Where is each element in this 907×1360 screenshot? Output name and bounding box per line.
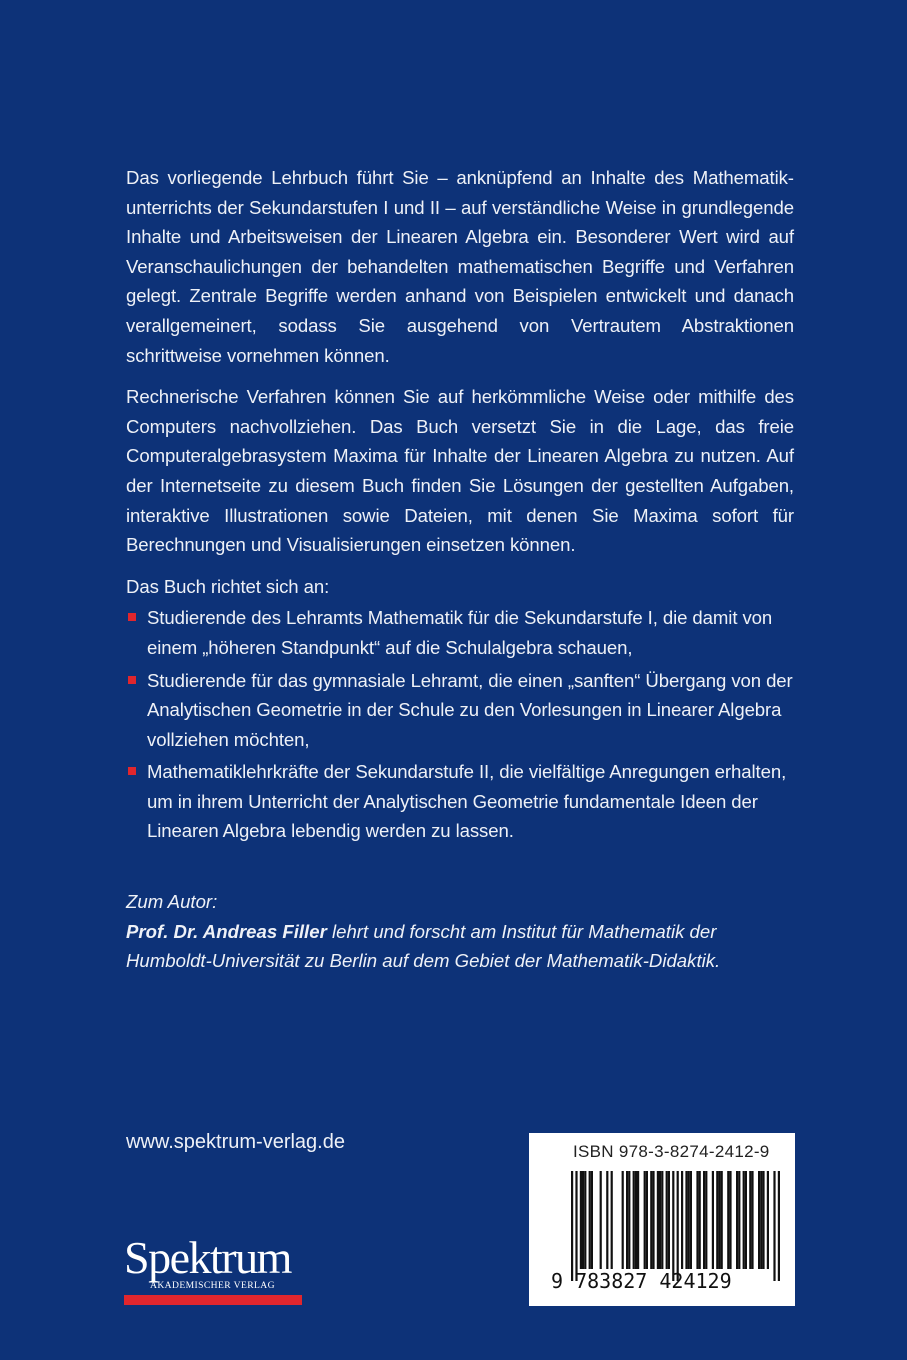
barcode-bar	[611, 1171, 613, 1269]
barcode-bar	[736, 1171, 738, 1269]
author-bio: lehrt und forscht am Institut für Mathematik der Humboldt-Universität zu Berlin auf dem Gebiet der Mathematik-Didaktik.	[126, 920, 721, 972]
barcode-bar	[758, 1171, 760, 1269]
isbn-barcode	[529, 1133, 795, 1306]
audience-item	[126, 603, 794, 662]
barcode-bar	[571, 1171, 573, 1281]
square-bullet-icon	[128, 613, 136, 621]
barcode-bar	[652, 1171, 654, 1269]
barcode-bar	[575, 1171, 577, 1281]
barcode-bar	[727, 1171, 729, 1269]
barcode-bar	[696, 1171, 698, 1269]
barcode-bar	[646, 1171, 648, 1269]
barcode-bar	[628, 1171, 630, 1269]
author-section	[126, 887, 806, 976]
square-bullet-icon	[128, 767, 136, 775]
barcode-bar	[606, 1171, 608, 1269]
barcode-bar	[685, 1171, 687, 1269]
barcode-bar	[745, 1171, 747, 1269]
audience-item-text: Studierende des Lehramts Mathematik für die Sekundarstufe I, die damit von einem „höheren Standpunkt“ auf die Schulalgebra schauen,	[147, 607, 773, 658]
barcode-bar	[716, 1171, 718, 1269]
barcode-bar	[681, 1171, 683, 1269]
barcode-bar	[584, 1171, 586, 1269]
barcode-bar	[589, 1171, 591, 1269]
blurb	[126, 163, 794, 849]
isbn-label: ISBN 978-3-8274-2412-9	[573, 1142, 770, 1161]
barcode-bar	[635, 1171, 637, 1269]
barcode-bar	[688, 1171, 690, 1269]
barcode-bar	[666, 1171, 668, 1269]
author-heading: Zum Autor:	[126, 891, 218, 912]
barcode-bar	[721, 1171, 723, 1269]
barcode-bar	[622, 1171, 624, 1269]
audience-item	[126, 666, 794, 755]
barcode-bar	[751, 1171, 753, 1269]
barcode-bar	[767, 1171, 769, 1269]
publisher-logo	[124, 1232, 302, 1305]
barcode-bar	[668, 1171, 670, 1269]
barcode-bar	[580, 1171, 582, 1269]
barcode-bar	[677, 1171, 679, 1281]
barcode-bar	[743, 1171, 745, 1269]
barcode-bar	[659, 1171, 661, 1269]
square-bullet-icon	[128, 676, 136, 684]
barcode-bar	[703, 1171, 705, 1269]
barcode-bar	[705, 1171, 707, 1269]
barcode-digits: 9 783827 424129	[551, 1269, 732, 1293]
blurb-paragraph-2: Rechnerische Verfahren können Sie auf herkömmliche Weise oder mithilfe des Computers nachvollziehen. Das Buch versetzt Sie in die Lage, das freie Computeralgebrasystem Maxima für Inhalte der Linearen Algebra zu nutzen. Auf der Internetseite zu diesem Buch finden Sie Lösungen der gestellten Aufgaben, interaktive Illustrationen sowie Dateien, mit denen Sie Maxima sofort für Berechnungen und Visualisierungen einsetzen können.	[126, 386, 794, 556]
publisher-logo-name: Spektrum	[124, 1232, 291, 1283]
audience-list	[126, 603, 794, 846]
audience-item-text: Mathematiklehrkräfte der Sekundarstufe II, die vielfältige Anregungen erhalten, um in ihrem Unterricht der Analytischen Geometrie fundamentale Ideen der Linearen Algebra lebendig werden zu lassen.	[147, 761, 787, 842]
publisher-logo-subtitle: AKADEMISCHER VERLAG	[150, 1280, 275, 1291]
barcode-bar	[591, 1171, 593, 1269]
barcode-bar	[762, 1171, 764, 1269]
barcode-bar	[637, 1171, 639, 1269]
barcode-bar	[690, 1171, 692, 1269]
author-name: Prof. Dr. Andreas Filler	[126, 920, 327, 942]
barcode-bar	[760, 1171, 762, 1269]
audience-item-text: Studierende für das gymnasiale Lehramt, die einen „sanften“ Übergang von der Analytischen Geometrie in der Schule zu den Vorlesungen in Linearer Algebra vollziehen möchten,	[147, 669, 793, 750]
barcode-bar	[712, 1171, 714, 1269]
barcode-bar	[729, 1171, 731, 1269]
barcode-bar	[749, 1171, 751, 1269]
barcode-bar	[633, 1171, 635, 1269]
barcode-bar	[773, 1171, 775, 1281]
barcode-bar	[657, 1171, 659, 1269]
barcode-bar	[738, 1171, 740, 1269]
publisher-website[interactable]: www.spektrum-verlag.de	[126, 1131, 345, 1153]
publisher-logo-red-bar	[124, 1295, 302, 1305]
audience-intro: Das Buch richtet sich an:	[126, 575, 330, 597]
author-text	[126, 917, 806, 976]
barcode-bar	[778, 1171, 780, 1281]
audience-item	[126, 757, 794, 846]
barcode-bar	[626, 1171, 628, 1269]
barcode-bar	[718, 1171, 720, 1269]
barcode-bar	[582, 1171, 584, 1269]
barcode-bar	[650, 1171, 652, 1269]
barcode-bar	[644, 1171, 646, 1269]
barcode-bar	[600, 1171, 602, 1269]
barcode-bar	[699, 1171, 701, 1269]
barcode-bar	[672, 1171, 674, 1281]
blurb-paragraph-1: Das vorliegende Lehrbuch führt Sie – anknüpfend an Inhalte des Mathematikunterrichts der Sekundarstufen I und II – auf verständliche Weise in grundlegende Inhalte und Arbeitsweisen der Linearen Algebra ein. Besonderer Wert wird auf Veranschaulichungen der behandelten mathematischen Begriffe und Verfahren gelegt. Zentrale Begriffe werden anhand von Beispielen entwickelt und danach verallgemeinert, sodass Sie ausgehend von Vertrautem Abstraktionen schrittweise vornehmen können.	[126, 167, 794, 366]
barcode-bar	[661, 1171, 663, 1269]
